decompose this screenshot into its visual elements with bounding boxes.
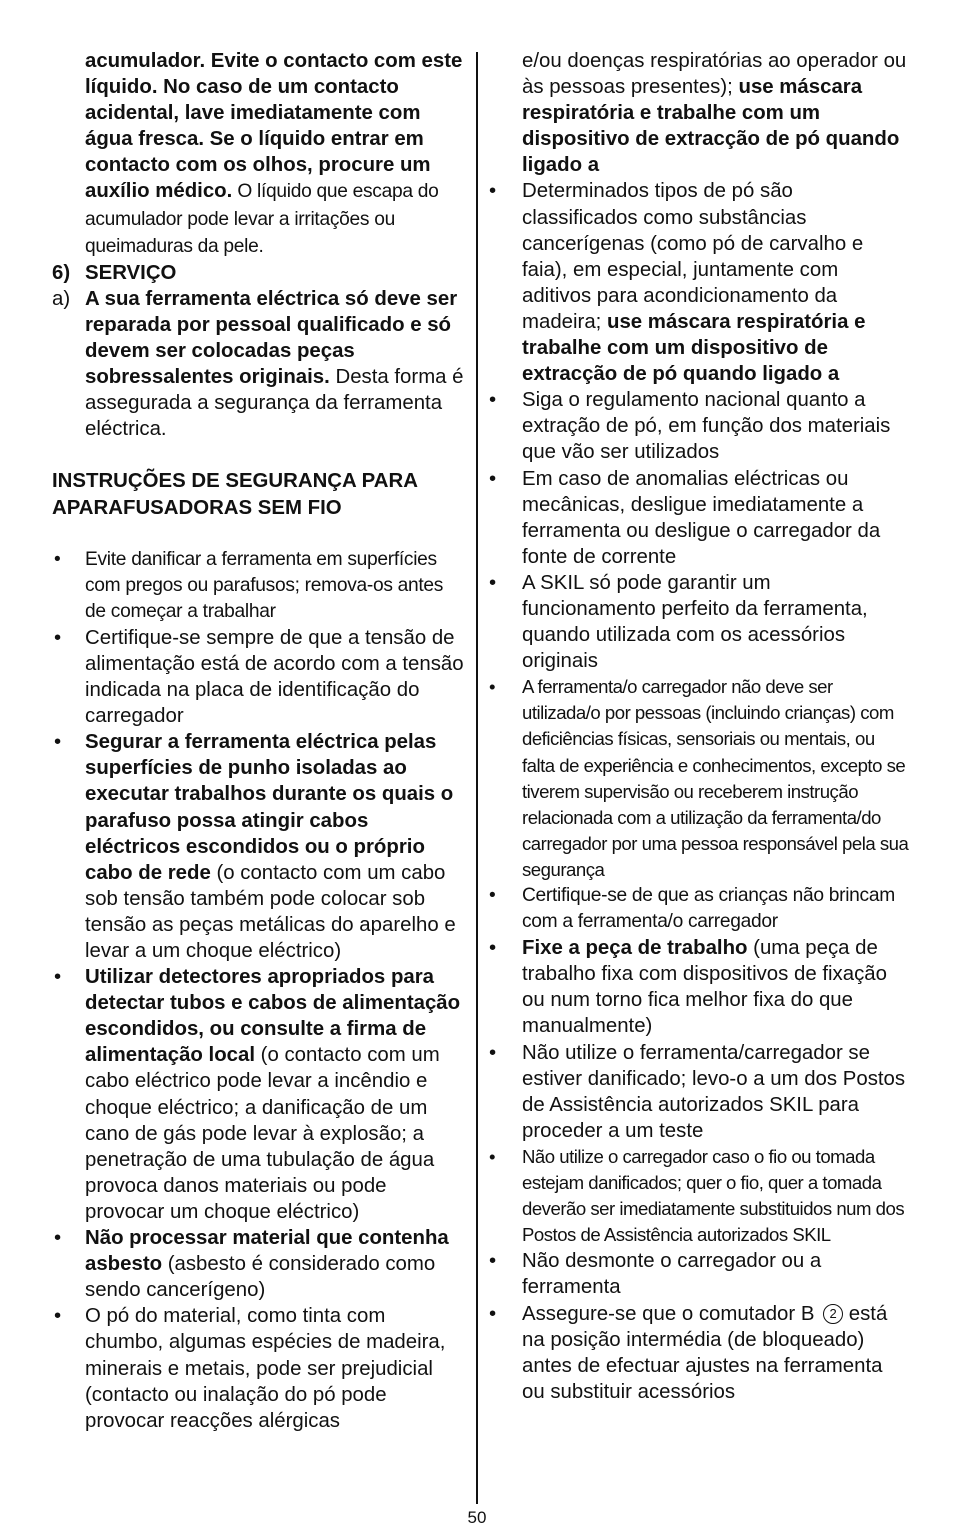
bullet: • [489, 1250, 497, 1273]
service-heading: SERVIÇO [85, 261, 177, 284]
bullet: • [54, 626, 62, 649]
list-item-text: Não utilize o carregador caso o fio ou tomada estejam danificados; quer o fio, quer a tomada deverão ser imediatamente substituidos num dos Postos de Assistência autorizados SKIL [522, 1145, 905, 1246]
list-item-text: A SKIL só pode garantir um funcionamento perfeito da ferramenta, quando utilizada com os acessórios originais [522, 571, 868, 673]
list-item-text: Em caso de anomalias eléctricas ou mecânicas, desligue imediatamente a ferramenta ou desligue o carregador da fonte de corrente [522, 467, 881, 568]
list-item [489, 883, 909, 935]
dust-continuation [489, 48, 909, 178]
list-item-text: (uma peça de trabalho fixa com dispositivos de fixação ou num torno fica melhor fixa do que manualmente) [522, 937, 887, 1038]
list-item-text: está na posição intermédia (de bloqueado) antes de efectuar ajustes na ferramenta ou substituir acessórios [522, 1302, 888, 1403]
list-item [489, 466, 909, 570]
list-item [52, 964, 466, 1225]
bullet: • [489, 180, 497, 203]
dust-continuation-bold: use máscara respiratória e trabalhe com um dispositivo de extracção de pó quando ligado a [522, 76, 900, 177]
bullet: • [489, 1041, 497, 1064]
battery-liquid-text: O líquido que escapa do acumulador pode levar a irritações ou queimaduras da pele. [85, 181, 439, 257]
list-item-bold: Fixe a peça de trabalho [522, 937, 748, 960]
list-item-text: Não desmonte o carregador ou a ferramenta [522, 1250, 822, 1299]
battery-liquid-paragraph [52, 48, 466, 260]
list-item [489, 387, 909, 465]
list-item-text: Assegure-se que o comutador B [522, 1302, 821, 1325]
spacer [52, 442, 466, 468]
column-divider [476, 52, 478, 1504]
bullet: • [54, 548, 61, 570]
list-item [52, 625, 466, 729]
bullet: • [489, 571, 497, 594]
list-item [489, 1040, 909, 1144]
list-item-bold: Segurar a ferramenta eléctrica pelas superfícies de punho isoladas ao executar trabalhos durante os quais o parafuso possa atingir cabos eléctricos escondidos ou o próprio cabo de rede [85, 731, 454, 884]
service-item-a-marker: a) [52, 287, 71, 310]
bullet: • [54, 966, 62, 989]
bullet: • [489, 1302, 497, 1325]
bullet: • [489, 676, 496, 698]
list-item-bold: Não processar material que contenha asbesto [85, 1227, 449, 1276]
list-item [489, 1301, 909, 1405]
service-item-a [52, 286, 466, 443]
list-item-bold: use máscara respiratória e trabalhe com um dispositivo de extracção de pó quando ligado a [522, 310, 866, 386]
bullet: • [54, 1227, 62, 1250]
list-item-text: Certifique-se sempre de que a tensão de alimentação está de acordo com a tensão indicada na placa de identificação do carregador [85, 626, 464, 728]
list-item-text: (o contacto com um cabo eléctrico pode levar a incêndio e choque eléctrico; a danificação de um cano de gás pode levar à explosão; a penetração de uma tubulação de água provoca danos materiais ou pode provocar um choque eléctrico) [85, 1044, 440, 1223]
bullet: • [54, 1305, 62, 1328]
right-column [489, 48, 909, 1405]
service-item-a-bold: A sua ferramenta eléctrica só deve ser reparada por pessoal qualificado e só devem ser colocadas peças sobressalentes originais. [85, 287, 458, 389]
list-item [489, 178, 909, 387]
service-number: 6) [52, 261, 71, 284]
spacer [52, 521, 466, 547]
service-item-a-text: Desta forma é assegurada a segurança da ferramenta eléctrica. [85, 366, 464, 441]
service-heading-row [52, 260, 466, 286]
page-number: 50 [467, 1508, 487, 1527]
list-item [52, 547, 466, 625]
dust-continuation-text: e/ou doenças respiratórias ao operador ou às pessoas presentes); [522, 50, 907, 99]
list-item [52, 729, 466, 964]
list-item [489, 1144, 909, 1248]
bullet: • [489, 1145, 496, 1167]
bullet: • [489, 885, 496, 906]
instructions-heading: INSTRUÇÕES DE SEGURANÇA PARA APARAFUSADORAS SEM FIO [52, 470, 418, 519]
list-item-text: (o contacto com um cabo sob tensão também pode colocar sob tensão as peças metálicas do aparelho e levar a um choque eléctrico) [85, 861, 456, 962]
list-item [489, 674, 909, 883]
list-item-text: Determinados tipos de pó são classificados como substâncias cancerígenas (como pó de carvalho e faia), em especial, juntamente com aditivos para acondicionamento da madeira; [522, 180, 864, 333]
list-item-text: (asbesto é considerado como sendo cancerígeno) [85, 1253, 436, 1302]
list-item-text: Evite danificar a ferramenta em superfícies com pregos ou parafusos; remova-os antes de começar a trabalhar [85, 548, 444, 622]
list-item-bold: Utilizar detectores apropriados para detectar tubos e cabos de alimentação escondidos, ou consulte a firma de alimentação local [85, 966, 461, 1067]
list-item [489, 1248, 909, 1300]
figure-reference-badge: 2 [823, 1304, 843, 1324]
list-item [52, 1303, 466, 1433]
left-column [52, 48, 466, 1434]
list-item [489, 570, 909, 674]
list-item [489, 935, 909, 1039]
bullet: • [54, 731, 62, 754]
bullet: • [489, 937, 497, 960]
list-item-text: Certifique-se de que as crianças não brincam com a ferramenta/o carregador [522, 885, 895, 933]
list-item-text: Não utilize o ferramenta/carregador se estiver danificado; levo-o a um dos Postos de Assistência autorizados SKIL para proceder a um teste [522, 1041, 906, 1142]
list-item-text: Siga o regulamento nacional quanto a extração de pó, em função dos materiais que vão ser utilizados [522, 389, 891, 464]
bullet: • [489, 389, 497, 412]
bullet: • [489, 467, 497, 490]
list-item-text: A ferramenta/o carregador não deve ser utilizada/o por pessoas (incluindo crianças) com deficiências físicas, sensoriais ou mentais, ou falta de experiência e conhecimentos, excepto se tiverem supervisão ou receberem instrução relacionada com a utilização da ferramenta/do carregador por uma pessoa responsável pela sua segurança [522, 676, 909, 880]
list-item-text: O pó do material, como tinta com chumbo, algumas espécies de madeira, minerais e metais, pode ser prejudicial (contacto ou inalação do pó pode provocar reacções alérgicas [85, 1305, 446, 1432]
list-item [52, 1225, 466, 1303]
battery-liquid-bold: acumulador. Evite o contacto com este líquido. No caso de um contacto acidental, lave imediatamente com água fresca. Se o líquido entrar em contacto com os olhos, procure um auxílio médico. [85, 50, 463, 203]
